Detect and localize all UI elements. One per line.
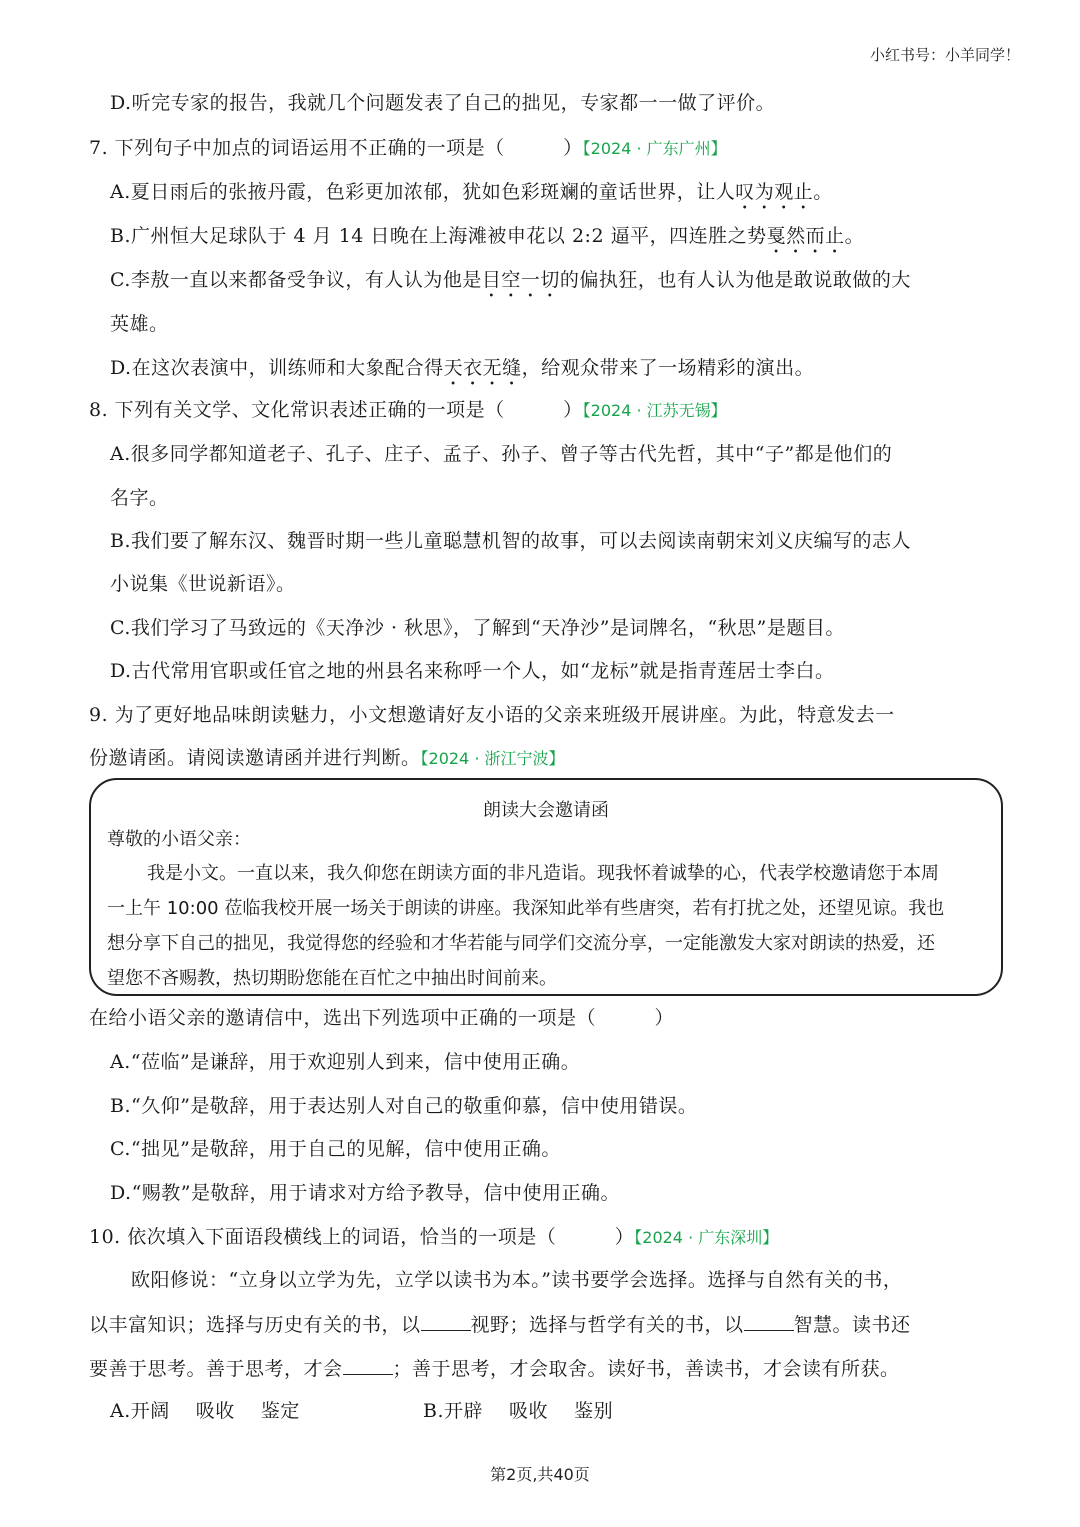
fill-blank-3 — [343, 1356, 393, 1375]
q9-option-a: A.“莅临”是谦辞，用于欢迎别人到来，信中使用正确。 — [110, 1051, 581, 1073]
q7-b-text: B.广州恒大足球队于 4 月 14 日晚在上海滩被申花以 2:2 逼平，四连胜之势 — [110, 225, 767, 247]
q10-option-a: A.开阔 吸收 鉴定 — [110, 1400, 300, 1422]
q8-option-b-line2: 小说集《世说新语》。 — [110, 573, 296, 595]
q7-c-end: 的偏执狂，也有人认为他是敢说敢做的大 — [559, 269, 911, 291]
q8-option-a: A.很多同学都知道老子、孔子、庄子、孟子、孙子、曾子等古代先哲，其中“子”都是他们的 — [110, 443, 893, 465]
q7-source-tag: 【2024 · 广东广州】 — [582, 139, 727, 158]
q7-d-end: ，给观众带来了一场精彩的演出。 — [521, 357, 815, 379]
q7-stem-text: 7. 下列句子中加点的词语运用不正确的一项是（ ） — [89, 137, 583, 159]
q9-stem-line2 — [89, 746, 565, 771]
q8-stem-text: 8. 下列有关文学、文化常识表述正确的一项是（ ） — [89, 399, 583, 421]
letter-title: 朗读大会邀请函 — [483, 800, 609, 821]
q8-option-b: B.我们要了解东汉、魏晋时期一些儿童聪慧机智的故事，可以去阅读南朝宋刘义庆编写的志人 — [110, 530, 912, 552]
q10-line3-text-a: 要善于思考。善于思考，才会 — [89, 1358, 343, 1380]
q10-line2-text-b: 视野；选择与哲学有关的书，以 — [470, 1314, 744, 1336]
q9-question: 在给小语父亲的邀请信中，选出下列选项中正确的一项是（ ） — [89, 1007, 675, 1029]
q10-passage-line1: 欧阳修说：“立身以立学为先，立学以读书为本。”读书要学会选择。选择与自然有关的书， — [131, 1269, 903, 1291]
q7-option-c-line2: 英雄。 — [110, 313, 169, 335]
q7-c-dotted-word: 目空一切 — [481, 269, 560, 291]
fill-blank-1 — [421, 1312, 471, 1331]
q10-line2-text-a: 以丰富知识；选择与历史有关的书，以 — [89, 1314, 421, 1336]
q9-option-d: D.“赐教”是敬辞，用于请求对方给予教导，信中使用正确。 — [110, 1182, 621, 1204]
watermark: 小红书号：小羊同学！ — [869, 46, 1020, 64]
q7-b-end: 。 — [844, 225, 865, 247]
letter-body-line2: 一上午 10:00 莅临我校开展一场关于朗读的讲座。我深知此举有些唐突，若有打扰之处，还望见谅。我也 — [107, 898, 945, 919]
letter-body-line4: 望您不吝赐教，热切期盼您能在百忙之中抽出时间前来。 — [107, 968, 557, 989]
q10-stem-text: 10. 依次填入下面语段横线上的词语，恰当的一项是（ ） — [89, 1226, 635, 1248]
q9-source-tag: 【2024 · 浙江宁波】 — [420, 749, 565, 768]
q8-option-d: D.古代常用官职或任官之地的州县名来称呼一个人，如“龙标”就是指青莲居士李白。 — [110, 660, 835, 682]
q9-option-b: B.“久仰”是敬辞，用于表达别人对自己的敬重仰慕，信中使用错误。 — [110, 1095, 698, 1117]
q9-stem-text: 份邀请函。请阅读邀请函并进行判断。 — [89, 747, 421, 769]
q7-option-c — [110, 268, 911, 302]
q9-stem-line1: 9. 为了更好地品味朗读魅力，小文想邀请好友小语的父亲来班级开展讲座。为此，特意发去一 — [89, 704, 895, 726]
letter-salutation: 尊敬的小语父亲： — [107, 829, 251, 850]
q7-option-a — [110, 180, 833, 214]
q8-source-tag: 【2024 · 江苏无锡】 — [582, 401, 727, 420]
q10-passage-line2 — [89, 1312, 911, 1337]
q7-stem — [89, 136, 727, 161]
q6-option-d: D.听完专家的报告，我就几个问题发表了自己的拙见，专家都一一做了评价。 — [110, 92, 776, 114]
q7-c-text: C.李敖一直以来都备受争议，有人认为他是 — [110, 269, 482, 291]
letter-body-line1: 我是小文。一直以来，我久仰您在朗读方面的非凡造诣。现我怀着诚挚的心，代表学校邀请您于本周 — [147, 863, 939, 884]
q7-option-d — [110, 356, 814, 390]
q7-a-dotted-word: 叹为观止 — [735, 181, 814, 203]
page-number: 第2页,共40页 — [490, 1465, 590, 1484]
q10-option-b: B.开辟 吸收 鉴别 — [423, 1400, 614, 1422]
q10-passage-line3 — [89, 1356, 900, 1381]
q7-d-text: D.在这次表演中，训练师和大象配合得 — [110, 357, 444, 379]
q7-option-b — [110, 224, 864, 258]
q10-stem — [89, 1225, 778, 1250]
q10-source-tag: 【2024 · 广东深圳】 — [634, 1228, 779, 1247]
q7-a-end: 。 — [813, 181, 833, 203]
q10-line2-text-c: 智慧。读书还 — [793, 1314, 911, 1336]
q8-option-c: C.我们学习了马致远的《天净沙 · 秋思》，了解到“天净沙”是词牌名，“秋思”是题目。 — [110, 617, 845, 639]
q9-option-c: C.“拙见”是敬辞，用于自己的见解，信中使用正确。 — [110, 1138, 561, 1160]
fill-blank-2 — [744, 1312, 794, 1331]
q10-line3-text-b: ；善于思考，才会取舍。读好书，善读书，才会读有所获。 — [392, 1358, 900, 1380]
q7-d-dotted-word: 天衣无缝 — [443, 357, 522, 379]
invitation-letter-box — [89, 778, 1003, 996]
q7-b-dotted-word: 戛然而止 — [766, 225, 845, 247]
q8-stem — [89, 398, 727, 423]
q7-a-text: A.夏日雨后的张掖丹霞，色彩更加浓郁，犹如色彩斑斓的童话世界，让人 — [110, 181, 736, 203]
q8-option-a-line2: 名字。 — [110, 487, 169, 509]
letter-body-line3: 想分享下自己的拙见，我觉得您的经验和才华若能与同学们交流分享，一定能激发大家对朗读的热爱，还 — [107, 933, 935, 954]
